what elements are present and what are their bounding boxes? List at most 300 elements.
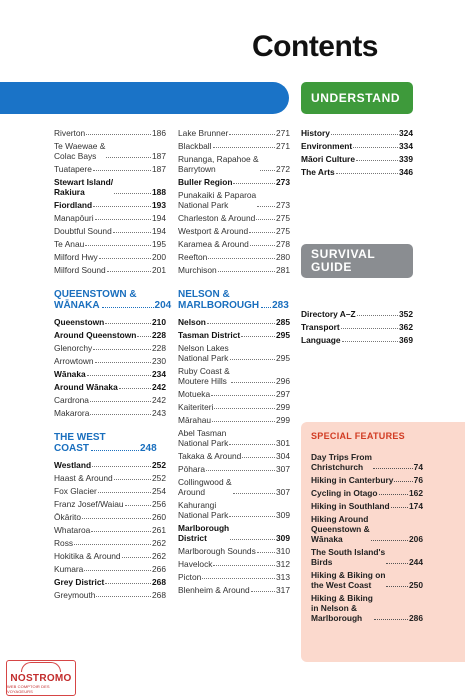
toc-entry-name: Riverton — [54, 128, 86, 138]
toc-entry[interactable] — [178, 327, 290, 340]
toc-entry-name: Westport & Around — [178, 226, 249, 236]
logo-tagline: WEB COMPTOIR DES VOYAGEURS — [7, 684, 50, 694]
toc-entry-page: 295 — [276, 330, 290, 340]
toc-entry[interactable] — [311, 498, 423, 511]
toc-entry[interactable] — [178, 497, 290, 520]
toc-entry-name: Lake Brunner — [178, 128, 229, 138]
toc-entry-page: 271 — [276, 128, 290, 138]
toc-entry[interactable] — [54, 340, 166, 353]
toc-entry-page: 313 — [276, 572, 290, 582]
toc-entry[interactable] — [54, 249, 166, 262]
toc-entry-page: 362 — [399, 322, 413, 332]
leader-dots — [257, 552, 275, 553]
toc-entry-name: Day Trips From Christchurch — [311, 452, 372, 472]
toc-entry-page: 230 — [152, 356, 166, 366]
toc-entry-page: 310 — [276, 546, 290, 556]
west-coast-list — [54, 457, 166, 600]
toc-entry[interactable] — [311, 449, 423, 472]
section-queenstown-line2: WĀNAKA — [54, 300, 100, 311]
toc-entry[interactable] — [178, 249, 290, 262]
toc-entry-name: Picton — [178, 572, 202, 582]
logo-brand: NOSTROMO — [10, 673, 72, 684]
survival-column — [301, 306, 413, 345]
tab-survival-line2: GUIDE — [311, 260, 353, 274]
leader-dots — [250, 245, 275, 246]
toc-entry-name: Havelock — [178, 559, 213, 569]
leader-dots — [114, 193, 151, 194]
toc-entry[interactable] — [178, 386, 290, 399]
leader-dots — [137, 336, 151, 337]
toc-entry-name: Arrowtown — [54, 356, 94, 366]
leader-dots — [213, 147, 275, 148]
toc-entry[interactable] — [178, 187, 290, 210]
section-queenstown-line1: QUEENSTOWN & — [54, 289, 137, 300]
toc-entry[interactable] — [178, 520, 290, 543]
toc-entry-page: 266 — [152, 564, 166, 574]
toc-entry-name: Environment — [301, 141, 353, 151]
leader-dots — [202, 578, 275, 579]
toc-entry[interactable] — [54, 161, 166, 174]
leader-dots — [82, 518, 151, 519]
toc-entry-page: 193 — [152, 200, 166, 210]
toc-entry-name: Fiordland — [54, 200, 93, 210]
toc-entry-page: 301 — [276, 438, 290, 448]
toc-entry[interactable] — [178, 210, 290, 223]
toc-entry[interactable] — [178, 223, 290, 236]
tab-survival-line1: SURVIVAL — [311, 247, 376, 261]
toc-entry[interactable] — [54, 548, 166, 561]
toc-entry-name: Ruby Coast & Moutere Hills — [178, 366, 230, 386]
leader-dots — [122, 557, 151, 558]
toc-entry-name: Hokitika & Around — [54, 551, 121, 561]
toc-entry[interactable] — [54, 535, 166, 548]
toc-entry-page: 210 — [152, 317, 166, 327]
toc-entry-page: 339 — [399, 154, 413, 164]
leader-dots — [229, 134, 275, 135]
toc-entry-name: Westland — [54, 460, 92, 470]
toc-entry[interactable] — [178, 138, 290, 151]
leader-dots — [212, 421, 275, 422]
toc-entry-name: Runanga, Rapahoe & Barrytown — [178, 154, 259, 174]
toc-entry-page: 309 — [276, 510, 290, 520]
leader-dots — [119, 388, 151, 389]
leader-dots — [256, 219, 275, 220]
leader-dots — [106, 157, 151, 158]
section-queenstown-page: 204 — [154, 300, 172, 311]
toc-entry-page: 162 — [409, 488, 423, 498]
toc-entry[interactable] — [54, 470, 166, 483]
toc-entry[interactable] — [54, 353, 166, 366]
toc-entry[interactable] — [54, 561, 166, 574]
section-nelson-page: 283 — [272, 300, 289, 311]
toc-entry-name: Hiking & Biking on the West Coast — [311, 570, 386, 590]
toc-entry-page: 254 — [152, 486, 166, 496]
section-nelson-marlborough[interactable] — [178, 289, 290, 311]
toc-entry-page: 188 — [152, 187, 166, 197]
toc-entry[interactable] — [311, 511, 423, 544]
toc-entry-page: 307 — [276, 487, 290, 497]
toc-entry-name: Ōkārito — [54, 512, 81, 522]
section-queenstown-wanaka[interactable] — [54, 289, 172, 311]
toc-entry-page: 309 — [276, 533, 290, 543]
toc-entry-name: History — [301, 128, 330, 138]
toc-entry-name: Te Anau — [54, 239, 85, 249]
toc-entry-page: 286 — [409, 613, 423, 623]
toc-entry-page: 280 — [276, 252, 290, 262]
toc-entry[interactable] — [178, 425, 290, 448]
toc-entry[interactable] — [301, 164, 413, 177]
toc-entry-name: Blackball — [178, 141, 212, 151]
leader-dots — [379, 494, 408, 495]
leader-dots — [242, 457, 275, 458]
leader-dots — [231, 382, 275, 383]
leader-dots — [257, 206, 275, 207]
leader-dots — [341, 328, 398, 329]
leader-dots — [230, 539, 275, 540]
toc-entry-page: 206 — [409, 534, 423, 544]
toc-entry-name: Manapōuri — [54, 213, 94, 223]
toc-entry-page: 272 — [276, 164, 290, 174]
toc-entry-page: 278 — [276, 239, 290, 249]
leader-dots — [260, 170, 275, 171]
toc-entry[interactable] — [301, 138, 413, 151]
toc-entry[interactable] — [178, 236, 290, 249]
toc-entry[interactable] — [301, 332, 413, 345]
leader-dots — [95, 219, 151, 220]
tab-understand-label: UNDERSTAND — [311, 90, 401, 105]
toc-entry-name: Kaiteriteri — [178, 402, 214, 412]
toc-entry[interactable] — [311, 567, 423, 590]
toc-entry-page: 273 — [276, 200, 290, 210]
toc-entry[interactable] — [178, 151, 290, 174]
toc-entry-page: 187 — [152, 164, 166, 174]
toc-entry-page: 243 — [152, 408, 166, 418]
toc-entry-name: Whataroa — [54, 525, 91, 535]
toc-column-1 — [54, 125, 172, 600]
toc-entry-page: 304 — [276, 451, 290, 461]
toc-entry-page: 307 — [276, 464, 290, 474]
section-nelson-line2: MARLBOROUGH — [178, 300, 260, 311]
toc-entry[interactable] — [178, 474, 290, 497]
leader-dots — [208, 258, 275, 259]
leader-dots — [206, 470, 275, 471]
tab-understand — [301, 82, 413, 114]
toc-entry-page: 228 — [152, 330, 166, 340]
toc-entry-page: 268 — [152, 577, 166, 587]
leader-dots — [373, 468, 413, 469]
toc-entry-name: Tasman District — [178, 330, 241, 340]
leader-dots — [105, 583, 151, 584]
leader-dots — [241, 336, 275, 337]
toc-entry-page: 194 — [152, 213, 166, 223]
toc-entry-name: Nelson Lakes National Park — [178, 343, 229, 363]
toc-entry-name: Te Waewae & Colac Bays — [54, 141, 106, 161]
toc-entry[interactable] — [54, 522, 166, 535]
toc-entry[interactable] — [54, 392, 166, 405]
toc-entry-page: 317 — [276, 585, 290, 595]
toc-entry-page: 234 — [152, 369, 166, 379]
leader-dots — [92, 466, 151, 467]
toc-entry[interactable] — [178, 556, 290, 569]
leader-dots — [125, 505, 152, 506]
toc-entry-page: 346 — [399, 167, 413, 177]
toc-entry-name: Fox Glacier — [54, 486, 97, 496]
leader-dots — [105, 323, 151, 324]
toc-entry[interactable] — [54, 262, 166, 275]
toc-entry-page: 369 — [399, 335, 413, 345]
leader-dots — [98, 492, 151, 493]
logo-arch-icon — [21, 662, 61, 672]
leader-dots — [394, 481, 412, 482]
toc-entry-page: 242 — [152, 382, 166, 392]
leader-dots — [356, 160, 398, 161]
toc-entry-page: 187 — [152, 151, 166, 161]
leader-dots — [84, 570, 151, 571]
toc-entry-name: Charleston & Around — [178, 213, 256, 223]
toc-entry-name: The Arts — [301, 167, 335, 177]
toc-entry-page: 200 — [152, 252, 166, 262]
toc-entry-page: 194 — [152, 226, 166, 236]
queenstown-list — [54, 314, 166, 418]
toc-entry-name: Milford Hwy — [54, 252, 98, 262]
toc-entry[interactable] — [301, 125, 413, 138]
toc-entry[interactable] — [178, 174, 290, 187]
toc-entry[interactable] — [54, 125, 166, 138]
toc-entry[interactable] — [54, 509, 166, 522]
leader-dots — [93, 170, 151, 171]
leader-dots — [90, 401, 151, 402]
leader-dots — [230, 359, 275, 360]
toc-entry-page: 324 — [399, 128, 413, 138]
toc-entry-name: Milford Sound — [54, 265, 106, 275]
toc-entry-page: 352 — [399, 309, 413, 319]
toc-entry-name: Wānaka — [54, 369, 86, 379]
toc-entry-name: Glenorchy — [54, 343, 93, 353]
toc-entry-name: Hiking & Biking in Nelson & Marlborough — [311, 593, 373, 623]
toc-entry-name: Blenheim & Around — [178, 585, 250, 595]
toc-entry[interactable] — [54, 197, 166, 210]
toc-entry-name: Tuatapere — [54, 164, 92, 174]
leader-dots — [386, 563, 408, 564]
toc-entry-name: Hiking in Canterbury — [311, 475, 394, 485]
toc-column-3 — [301, 125, 413, 177]
toc-entry-name: Māori Culture — [301, 154, 355, 164]
leader-dots — [342, 341, 398, 342]
toc-entry-name: Marlborough Sounds — [178, 546, 256, 556]
leader-dots — [90, 414, 151, 415]
toc-entry-page: 285 — [276, 317, 290, 327]
toc-entry-page: 281 — [276, 265, 290, 275]
toc-entry[interactable] — [311, 472, 423, 485]
toc-entry-name: Kumara — [54, 564, 84, 574]
toc-entry-page: 262 — [152, 538, 166, 548]
toc-entry[interactable] — [54, 138, 166, 161]
toc-entry-name: Takaka & Around — [178, 451, 242, 461]
toc-entry-name: Pōhara — [178, 464, 206, 474]
toc-entry[interactable] — [54, 496, 166, 509]
toc-entry[interactable] — [178, 314, 290, 327]
toc-entry-name: Punakaiki & Paparoa National Park — [178, 190, 257, 210]
toc-entry[interactable] — [54, 366, 166, 379]
toc-entry-name: Karamea & Around — [178, 239, 249, 249]
toc-entry[interactable] — [54, 405, 166, 418]
leader-dots — [233, 183, 275, 184]
toc-entry[interactable] — [54, 236, 166, 249]
toc-entry-page: 250 — [409, 580, 423, 590]
toc-entry-page: 242 — [152, 395, 166, 405]
toc-entry-name: Mārahau — [178, 415, 212, 425]
toc-entry[interactable] — [178, 340, 290, 363]
leader-dots — [213, 565, 275, 566]
toc-entry[interactable] — [301, 319, 413, 332]
leader-dots — [386, 586, 408, 587]
toc-entry-page: 312 — [276, 559, 290, 569]
leader-dots — [87, 375, 151, 376]
toc-entry[interactable] — [311, 590, 423, 623]
leader-dots — [85, 245, 151, 246]
toc-entry-name: Directory A–Z — [301, 309, 356, 319]
nelson-list — [178, 314, 290, 595]
toc-entry[interactable] — [301, 151, 413, 164]
toc-entry[interactable] — [178, 448, 290, 461]
toc-entry-name: Cycling in Otago — [311, 488, 378, 498]
toc-entry-name: Cardrona — [54, 395, 89, 405]
toc-entry[interactable] — [311, 485, 423, 498]
leader-dots — [229, 444, 275, 445]
col1-top-list — [54, 125, 166, 275]
page-title: Contents — [252, 30, 378, 63]
toc-entry[interactable] — [54, 379, 166, 392]
toc-entry-name: Hiking in Southland — [311, 501, 390, 511]
toc-entry-page: 271 — [276, 141, 290, 151]
toc-entry-name: Transport — [301, 322, 340, 332]
toc-entry-page: 74 — [413, 462, 423, 472]
toc-entry-name: Murchison — [178, 265, 217, 275]
toc-entry-name: Abel Tasman National Park — [178, 428, 229, 448]
toc-entry-page: 174 — [409, 501, 423, 511]
toc-entry[interactable] — [54, 587, 166, 600]
understand-list — [301, 125, 413, 177]
toc-entry[interactable] — [54, 174, 166, 197]
toc-entry-page: 262 — [152, 551, 166, 561]
toc-entry[interactable] — [301, 306, 413, 319]
leader-dots — [93, 349, 151, 350]
toc-entry-page: 268 — [152, 590, 166, 600]
toc-entry-page: 275 — [276, 226, 290, 236]
leader-dots — [91, 531, 151, 532]
leader-dots — [207, 323, 275, 324]
tab-survival-guide — [301, 244, 413, 278]
section-west-coast-page: 248 — [140, 443, 157, 454]
leader-dots — [113, 232, 151, 233]
toc-entry-page: 296 — [276, 376, 290, 386]
toc-entry[interactable] — [178, 569, 290, 582]
toc-entry[interactable] — [178, 543, 290, 556]
toc-entry-name: The South Island's Birds — [311, 547, 386, 567]
leader-dots — [218, 271, 275, 272]
toc-entry-name: Around Wānaka — [54, 382, 118, 392]
toc-entry-name: Franz Josef/Waiau — [54, 499, 124, 509]
toc-entry[interactable] — [178, 399, 290, 412]
toc-entry[interactable] — [54, 574, 166, 587]
toc-entry[interactable] — [178, 125, 290, 138]
toc-entry[interactable] — [54, 483, 166, 496]
leader-dots — [391, 507, 408, 508]
toc-entry-page: 299 — [276, 402, 290, 412]
toc-entry-page: 252 — [152, 473, 166, 483]
leader-dots — [251, 591, 275, 592]
toc-entry-name: Haast & Around — [54, 473, 113, 483]
toc-entry-name: Motueka — [178, 389, 211, 399]
leader-dots — [93, 206, 151, 207]
leader-dots — [229, 516, 275, 517]
toc-entry-page: 228 — [152, 343, 166, 353]
toc-entry-page: 295 — [276, 353, 290, 363]
toc-entry-name: Buller Region — [178, 177, 233, 187]
leader-dots — [214, 408, 275, 409]
section-west-coast-line1: THE WEST — [54, 432, 106, 443]
toc-entry-page: 244 — [409, 557, 423, 567]
toc-entry-page: 297 — [276, 389, 290, 399]
special-features-title: SPECIAL FEATURES — [311, 431, 405, 441]
toc-entry-name: Nelson — [178, 317, 206, 327]
toc-entry-name: Kahurangi National Park — [178, 500, 229, 520]
leader-dots — [86, 134, 151, 135]
section-nelson-line1: NELSON & — [178, 289, 230, 300]
leader-dots — [233, 493, 275, 494]
toc-entry-page: 201 — [152, 265, 166, 275]
toc-entry-name: Makarora — [54, 408, 90, 418]
toc-entry[interactable] — [54, 327, 166, 340]
toc-entry-name: Stewart Island/ Rakiura — [54, 177, 114, 197]
toc-entry-page: 186 — [152, 128, 166, 138]
section-west-coast[interactable] — [54, 432, 166, 454]
toc-entry-name: Ross — [54, 538, 74, 548]
toc-entry-page: 256 — [152, 499, 166, 509]
leader-dots — [211, 395, 275, 396]
leader-dots — [114, 479, 151, 480]
leader-dots — [96, 596, 151, 597]
toc-entry-page: 260 — [152, 512, 166, 522]
toc-entry-page: 275 — [276, 213, 290, 223]
toc-entry[interactable] — [54, 210, 166, 223]
leader-dots — [74, 544, 151, 545]
toc-entry[interactable] — [178, 363, 290, 386]
special-features-list — [311, 449, 423, 623]
leader-dots — [331, 134, 398, 135]
toc-entry[interactable] — [54, 314, 166, 327]
toc-entry[interactable] — [54, 457, 166, 470]
toc-entry[interactable] — [178, 262, 290, 275]
toc-entry-page: 76 — [413, 475, 423, 485]
leader-dots — [353, 147, 398, 148]
toc-column-2 — [178, 125, 290, 595]
toc-entry[interactable] — [311, 544, 423, 567]
toc-entry-name: Around Queenstown — [54, 330, 137, 340]
toc-entry[interactable] — [178, 412, 290, 425]
toc-entry[interactable] — [178, 461, 290, 474]
toc-entry[interactable] — [178, 582, 290, 595]
toc-entry-page: 195 — [152, 239, 166, 249]
toc-entry-name: Doubtful Sound — [54, 226, 112, 236]
leader-dots — [371, 540, 408, 541]
leader-dots — [336, 173, 398, 174]
toc-entry-name: Queenstown — [54, 317, 105, 327]
toc-entry[interactable] — [54, 223, 166, 236]
leader-dots — [107, 271, 151, 272]
toc-entry-name: Hiking Around Queenstown & Wānaka — [311, 514, 370, 544]
toc-entry-page: 334 — [399, 141, 413, 151]
